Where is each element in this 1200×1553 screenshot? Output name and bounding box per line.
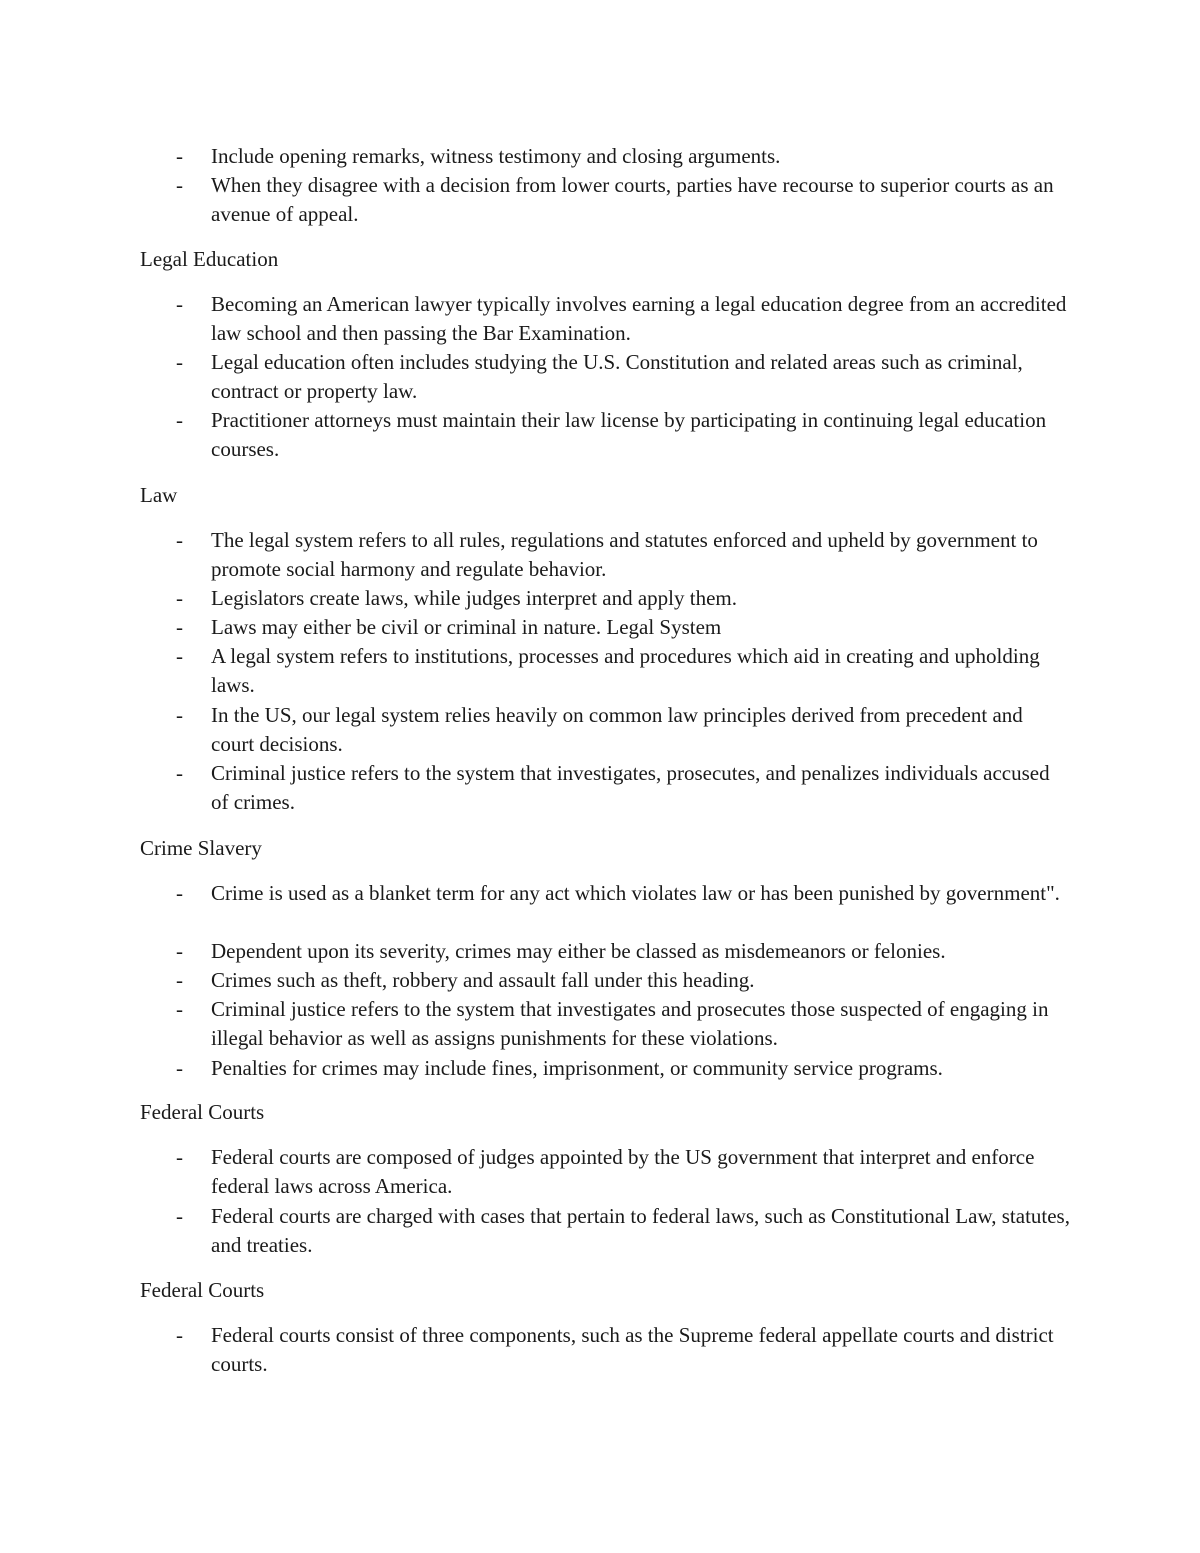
bullet-dash: - [176,408,183,432]
bullet-text: Include opening remarks, witness testimony and closing arguments. [211,144,781,168]
bullet-dash: - [176,350,183,374]
bullet-text: When they disagree with a decision from lower courts, parties have recourse to superior courts as an avenue of appeal. [211,173,1054,227]
bullet-dash: - [176,1204,183,1228]
section-heading: Legal Education [140,247,279,271]
bullet-dash: - [176,703,183,727]
bullet-text: The legal system refers to all rules, regulations and statutes enforced and upheld by government to promote social harmony and regulate behavior. [211,528,1038,582]
bullet-dash: - [176,586,183,610]
bullet-text: In the US, our legal system relies heavily on common law principles derived from precedent and court decisions. [211,703,1023,757]
bullet-dash: - [176,644,183,668]
bullet-text: A legal system refers to institutions, processes and procedures which aid in creating and upholding laws. [211,644,1040,698]
bullet-text: Becoming an American lawyer typically involves earning a legal education degree from an accredited law school and then passing the Bar Examination. [211,292,1067,346]
bullet-dash: - [176,968,183,992]
bullet-dash: - [176,1145,183,1169]
section-heading: Federal Courts [140,1100,265,1124]
bullet-text: Federal courts are composed of judges appointed by the US government that interpret and enforce federal laws across America. [211,1145,1035,1199]
bullet-dash: - [176,528,183,552]
bullet-text: Criminal justice refers to the system that investigates and prosecutes those suspected of engaging in illegal behavior as well as assigns punishments for these violations. [211,997,1049,1051]
section-heading: Law [140,483,178,507]
bullet-dash: - [176,761,183,785]
bullet-text: Legal education often includes studying the U.S. Constitution and related areas such as criminal, contract or property law. [211,350,1023,404]
bullet-text: Crime is used as a blanket term for any act which violates law or has been punished by government". [211,881,1060,905]
bullet-dash: - [176,939,183,963]
bullet-dash: - [176,1056,183,1080]
bullet-text: Federal courts consist of three components, such as the Supreme federal appellate courts and district courts. [211,1323,1054,1377]
bullet-dash: - [176,144,183,168]
bullet-text: Crimes such as theft, robbery and assault fall under this heading. [211,968,755,992]
bullet-text: Laws may either be civil or criminal in nature. Legal System [211,615,722,639]
bullet-dash: - [176,292,183,316]
bullet-dash: - [176,997,183,1021]
section-heading: Federal Courts [140,1278,265,1302]
bullet-dash: - [176,1323,183,1347]
bullet-text: Penalties for crimes may include fines, imprisonment, or community service programs. [211,1056,943,1080]
bullet-text: Criminal justice refers to the system that investigates, prosecutes, and penalizes individuals accused of crimes. [211,761,1050,815]
bullet-dash: - [176,615,183,639]
bullet-dash: - [176,173,183,197]
bullet-text: Practitioner attorneys must maintain their law license by participating in continuing legal education courses. [211,408,1047,462]
bullet-text: Legislators create laws, while judges interpret and apply them. [211,586,737,610]
bullet-text: Federal courts are charged with cases that pertain to federal laws, such as Constitutional Law, statutes, and treaties. [211,1204,1070,1258]
bullet-text: Dependent upon its severity, crimes may either be classed as misdemeanors or felonies. [211,939,946,963]
bullet-dash: - [176,881,183,905]
section-heading: Crime Slavery [140,836,262,860]
